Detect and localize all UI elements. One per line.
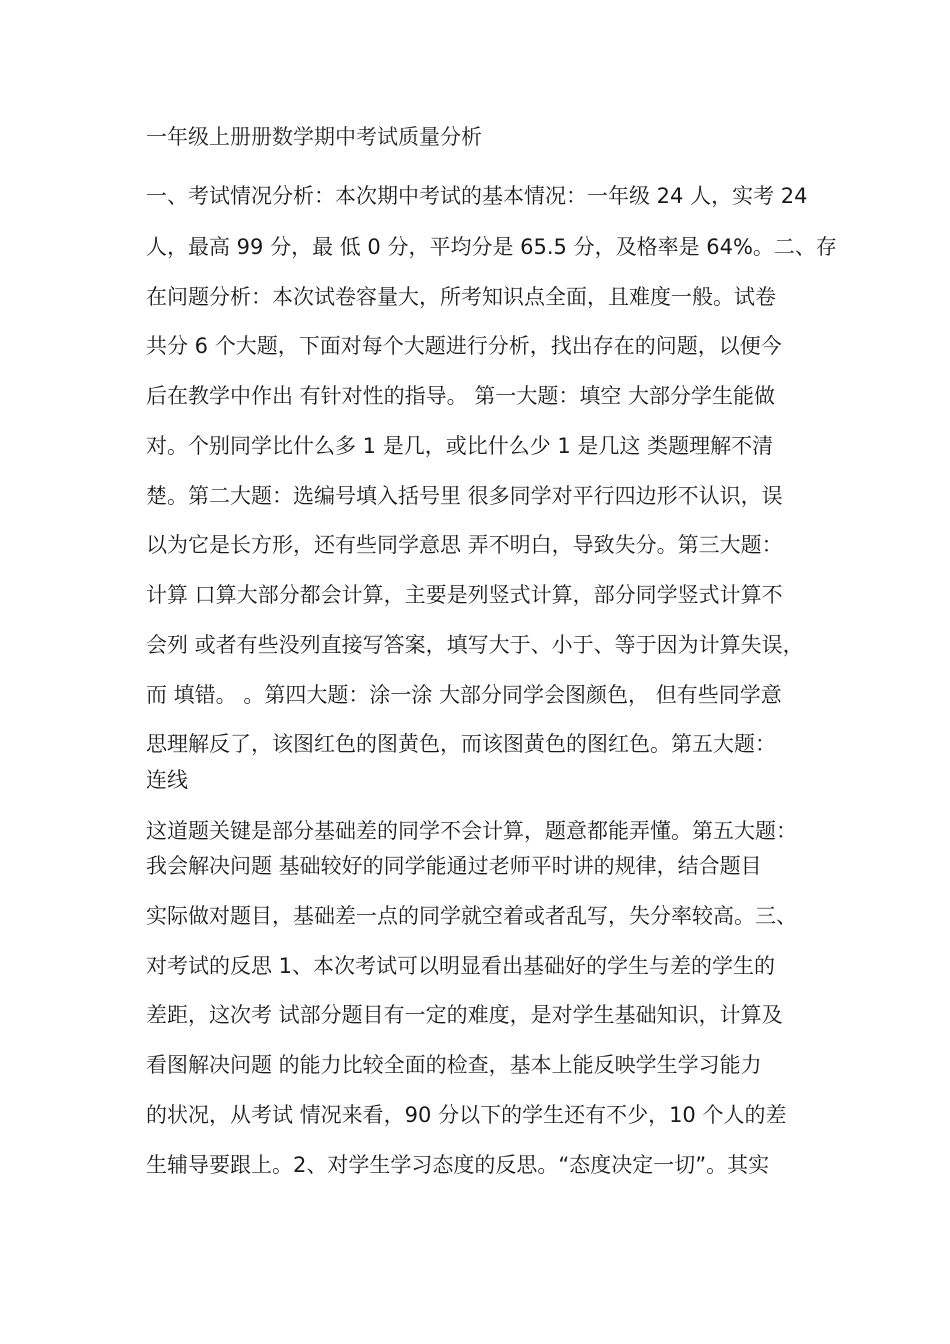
body-line: 楚。第二大题：选编号填入括号里 很多同学对平行四边形不认识，误 [146, 484, 783, 508]
body-line: 这道题关键是部分基础差的同学不会计算，题意都能弄懂。第五大题： [146, 819, 797, 843]
document-title: 一年级上册册数学期中考试质量分析 [146, 125, 482, 149]
body-line: 实际做对题目，基础差一点的同学就空着或者乱写，失分率较高。三、 [146, 904, 797, 928]
body-line: 思理解反了，该图红色的图黄色，而该图黄色的图红色。第五大题： [146, 732, 776, 756]
body-line: 差距，这次考 试部分题目有一定的难度，是对学生基础知识，计算及 [146, 1003, 783, 1027]
body-line: 以为它是长方形，还有些同学意思 弄不明白，导致失分。第三大题： [146, 533, 783, 557]
body-line: 人，最高 99 分，最 低 0 分，平均分是 65.5 分，及格率是 64%。二、存 [146, 235, 837, 259]
body-line: 后在教学中作出 有针对性的指导。 第一大题：填空 大部分学生能做 [146, 384, 776, 408]
body-line: 对。个别同学比什么多 1 是几，或比什么少 1 是几这 类题理解不清 [146, 434, 774, 458]
body-line: 连线 [146, 768, 188, 792]
body-line: 的状况，从考试 情况来看，90 分以下的学生还有不少，10 个人的差 [146, 1103, 787, 1127]
body-line: 而 填错。 。第四大题：涂一涂 大部分同学会图颜色， 但有些同学意 [146, 683, 782, 707]
body-line: 共分 6 个大题，下面对每个大题进行分析，找出存在的问题，以便今 [146, 334, 782, 358]
body-line: 计算 口算大部分都会计算，主要是列竖式计算，部分同学竖式计算不 [146, 583, 783, 607]
body-line: 会列 或者有些没列直接写答案，填写大于、小于、等于因为计算失误， [146, 633, 804, 657]
body-line: 一、考试情况分析：本次期中考试的基本情况：一年级 24 人，实考 24 [146, 184, 808, 208]
body-line: 在问题分析：本次试卷容量大，所考知识点全面，且难度一般。试卷 [146, 285, 776, 309]
body-line: 我会解决问题 基础较好的同学能通过老师平时讲的规律，结合题目 [146, 854, 762, 878]
body-line: 看图解决问题 的能力比较全面的检查，基本上能反映学生学习能力 [146, 1053, 762, 1077]
body-line: 生辅导要跟上。2、对学生学习态度的反思。“态度决定一切”。其实 [146, 1153, 770, 1177]
body-line: 对考试的反思 1、本次考试可以明显看出基础好的学生与差的学生的 [146, 954, 776, 978]
